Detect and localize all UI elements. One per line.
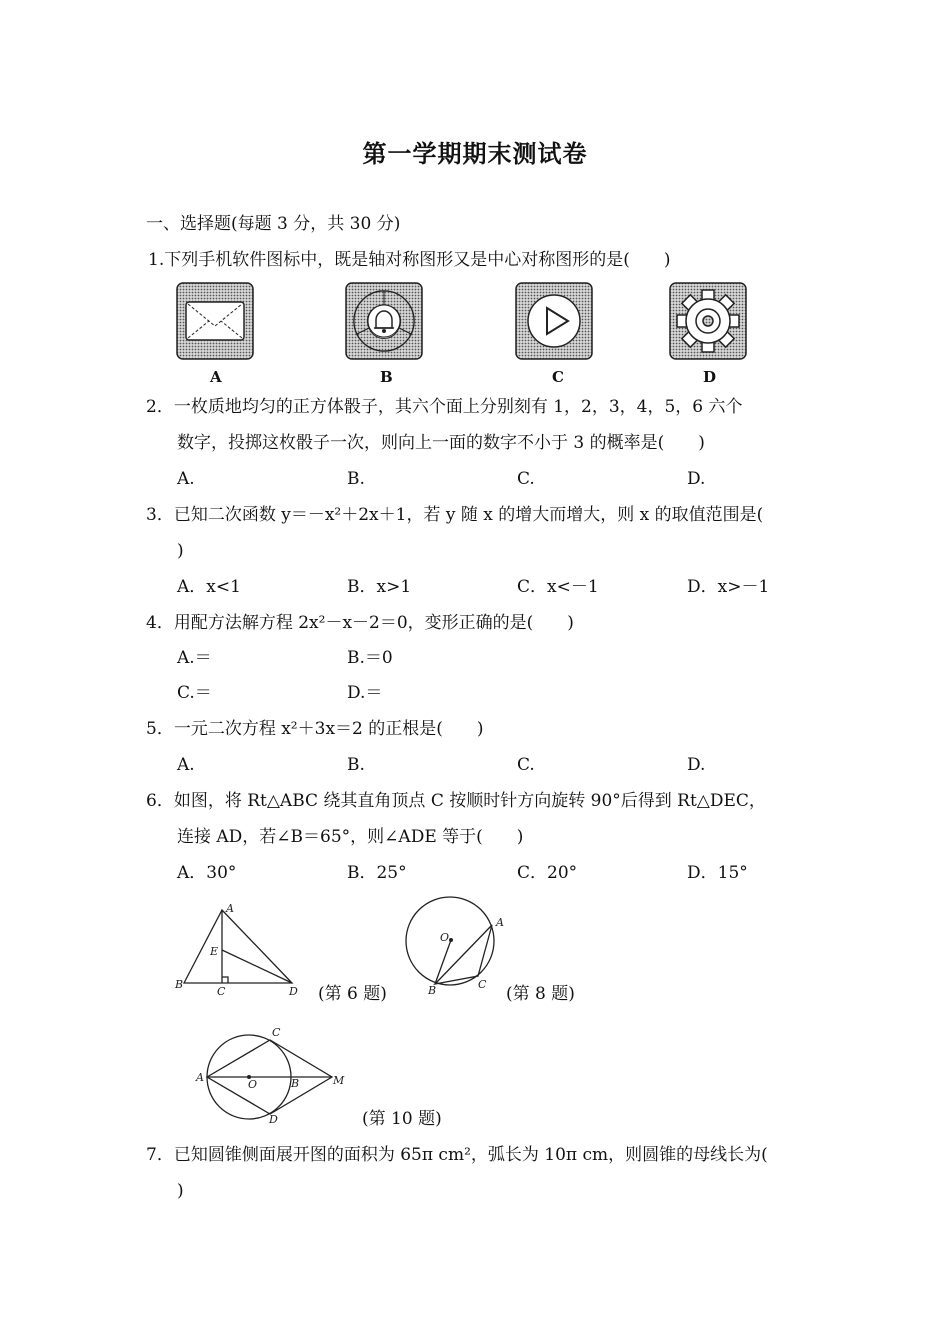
question-7-line1: 7．已知圆锥侧面展开图的面积为 65π cm²，弧长为 10π cm，则圆锥的母线长为( <box>146 1145 768 1165</box>
question-2-line1: 2．一枚质地均匀的正方体骰子，其六个面上分别刻有 1，2，3，4，5，6 六个 <box>146 397 743 417</box>
question-5-line1: 5．一元二次方程 x²＋3x＝2 的正根是( ) <box>146 719 484 739</box>
q5-option-a: A. <box>177 755 195 775</box>
figure-10-circle-tangents <box>192 1024 352 1124</box>
q2-option-b: B. <box>347 469 365 489</box>
q3-option-d: D．x>－1 <box>687 577 770 597</box>
question-2-line2: 数字，投掷这枚骰子一次，则向上一面的数字不小于 3 的概率是( ) <box>177 433 705 453</box>
caption-figure-6: (第 6 题) <box>318 984 387 1004</box>
q4-option-a: A.＝ <box>177 648 212 668</box>
q6-option-a: A．30° <box>177 863 237 883</box>
fig10-label-d: D <box>269 1113 278 1124</box>
fig10-label-o: O <box>248 1078 258 1091</box>
question-3-line1: 3．已知二次函数 y＝－x²＋2x＋1，若 y 随 x 的增大而增大，则 x 的取值范围是( <box>146 505 764 525</box>
gear-icon <box>669 282 749 362</box>
play-icon <box>515 282 595 362</box>
fig10-label-a: A <box>196 1071 204 1084</box>
q1-label-d: D <box>703 368 717 386</box>
q1-label-b: B <box>380 368 393 386</box>
fig6-label-a: A <box>226 902 234 915</box>
figure-6-triangle <box>170 898 310 998</box>
bell-icon <box>345 282 425 362</box>
figure-8-circle <box>398 893 510 998</box>
question-4-line1: 4．用配方法解方程 2x²－x－2＝0，变形正确的是( ) <box>146 613 574 633</box>
question-6-line1: 6．如图，将 Rt△ABC 绕其直角顶点 C 按顺时针方向旋转 90°后得到 Rt△DEC， <box>146 791 766 811</box>
q5-option-b: B. <box>347 755 365 775</box>
q1-label-c: C <box>552 368 564 386</box>
envelope-icon <box>176 282 256 362</box>
fig8-label-c: C <box>478 978 487 991</box>
q4-option-d: D.＝ <box>347 683 383 703</box>
fig10-label-c: C <box>272 1026 281 1039</box>
page-title: 第一学期期末测试卷 <box>362 139 588 168</box>
fig8-label-o: O <box>440 931 450 944</box>
q6-option-d: D．15° <box>687 863 748 883</box>
caption-figure-8: (第 8 题) <box>506 984 575 1004</box>
question-7-line2: ) <box>177 1181 184 1201</box>
question-1-text: 1.下列手机软件图标中，既是轴对称图形又是中心对称图形的是( ) <box>148 250 671 270</box>
q6-option-b: B．25° <box>347 863 407 883</box>
section-heading: 一、选择题(每题 3 分，共 30 分) <box>146 214 401 234</box>
q1-label-a: A <box>210 368 222 386</box>
question-6-line2: 连接 AD，若∠B＝65°，则∠ADE 等于( ) <box>177 827 524 847</box>
q2-option-d: D. <box>687 469 706 489</box>
fig8-label-a: A <box>496 916 504 929</box>
fig6-label-c: C <box>217 985 226 998</box>
fig10-label-b: B <box>291 1077 300 1090</box>
q2-option-c: C. <box>517 469 535 489</box>
caption-figure-10: (第 10 题) <box>362 1109 442 1129</box>
fig10-label-m: M <box>333 1074 345 1087</box>
q2-option-a: A. <box>177 469 195 489</box>
q3-option-a: A．x<1 <box>177 577 241 597</box>
q4-option-c: C.＝ <box>177 683 212 703</box>
fig6-label-d: D <box>289 985 298 998</box>
q4-option-b: B.＝0 <box>347 648 393 668</box>
fig8-label-b: B <box>428 984 437 997</box>
q3-option-b: B．x>1 <box>347 577 412 597</box>
q6-option-c: C．20° <box>517 863 578 883</box>
fig6-label-b: B <box>175 978 184 991</box>
fig6-label-e: E <box>210 945 219 958</box>
question-3-line2: ) <box>177 541 184 561</box>
q5-option-c: C. <box>517 755 535 775</box>
q5-option-d: D. <box>687 755 706 775</box>
q3-option-c: C．x<－1 <box>517 577 599 597</box>
